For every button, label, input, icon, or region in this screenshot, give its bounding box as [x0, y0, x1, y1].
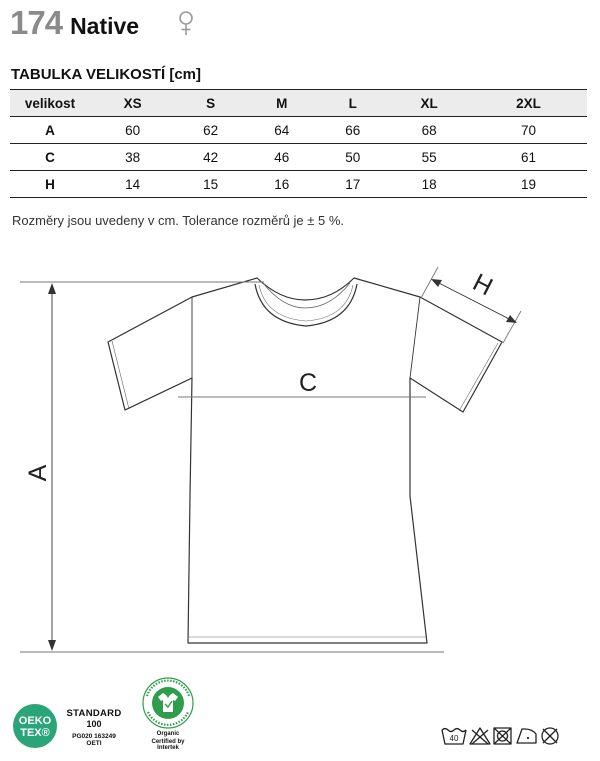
table-cell: 15 — [175, 171, 246, 198]
measure-label-a: A — [24, 464, 52, 482]
table-cell: 70 — [470, 117, 587, 144]
oeko-tex-line2: TEX® — [20, 727, 50, 739]
measure-label-c: C — [298, 369, 318, 397]
tshirt-outline — [108, 278, 502, 643]
table-row — [10, 144, 587, 171]
gots-label-organic: Organic — [156, 731, 180, 737]
table-cell: 64 — [246, 117, 317, 144]
table-cell: 38 — [90, 144, 175, 171]
standard-label: STANDARD — [66, 708, 122, 719]
oeko-tex-logo — [12, 703, 58, 749]
certificate-code: PG020 163249 — [72, 733, 116, 740]
product-name: Native — [70, 13, 140, 39]
table-cell: 68 — [388, 117, 470, 144]
column-header: M — [246, 90, 317, 117]
column-header: L — [317, 90, 388, 117]
table-cell: 61 — [470, 144, 587, 171]
column-header: S — [175, 90, 246, 117]
tolerance-note: Rozměry jsou uvedeny v cm. Tolerance rozměrů je ± 5 %. — [12, 213, 345, 228]
table-row — [10, 117, 587, 144]
table-cell: 16 — [246, 171, 317, 198]
column-header: 2XL — [470, 90, 587, 117]
row-label: C — [10, 144, 90, 171]
certificate-institute: OETI — [86, 740, 102, 747]
measure-lines — [20, 267, 521, 652]
size-table-header-row — [10, 90, 587, 117]
svg-text:40: 40 — [449, 734, 459, 743]
table-cell: 17 — [317, 171, 388, 198]
product-code: 174 — [10, 4, 63, 41]
female-symbol-icon — [178, 10, 194, 36]
row-label: A — [10, 117, 90, 144]
iron-low-icon — [517, 729, 536, 743]
oeko-tex-line1: OEKO — [18, 715, 52, 727]
table-cell: 66 — [317, 117, 388, 144]
table-cell: 60 — [90, 117, 175, 144]
no-bleach-icon — [470, 728, 490, 744]
size-table-title: TABULKA VELIKOSTÍ [cm] — [11, 66, 201, 83]
oeko-tex-standard — [64, 708, 124, 747]
table-cell: 46 — [246, 144, 317, 171]
no-dry-clean-icon — [542, 728, 558, 744]
column-header: XL — [388, 90, 470, 117]
product-header — [10, 4, 139, 44]
table-cell: 42 — [175, 144, 246, 171]
table-cell: 19 — [470, 171, 587, 198]
tshirt-diagram — [0, 255, 600, 660]
table-cell: 55 — [388, 144, 470, 171]
column-header: XS — [90, 90, 175, 117]
gots-logo — [141, 676, 195, 730]
table-cell: 14 — [90, 171, 175, 198]
no-tumble-dry-icon — [494, 728, 511, 744]
row-label: H — [10, 171, 90, 198]
table-cell: 50 — [317, 144, 388, 171]
standard-number: 100 — [86, 719, 102, 729]
table-cell: 62 — [175, 117, 246, 144]
size-table — [10, 89, 587, 198]
table-cell: 18 — [388, 171, 470, 198]
care-symbols — [440, 725, 575, 747]
measure-label-h: H — [468, 268, 498, 302]
gots-label-certified: Certified by Intertek — [151, 739, 185, 751]
column-header: velikost — [10, 90, 90, 117]
wash-40-icon — [442, 729, 466, 745]
table-row — [10, 171, 587, 198]
